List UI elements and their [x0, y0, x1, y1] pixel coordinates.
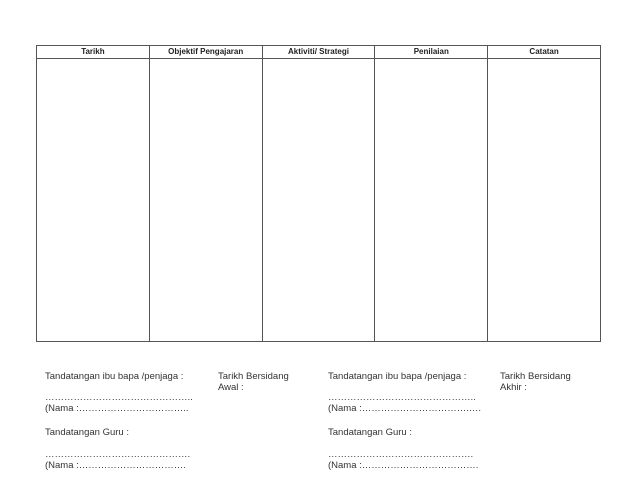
left-parent-signature-line[interactable]: ……………………………………….. [45, 392, 193, 403]
right-parent-signature-label: Tandatangan ibu bapa /penjaga : [328, 371, 467, 382]
left-teacher-signature-line[interactable]: ………………………………………. [45, 449, 191, 460]
header-tarikh: Tarikh [37, 46, 150, 59]
header-catatan: Catatan [488, 46, 601, 59]
cell-tarikh[interactable] [37, 59, 150, 342]
cell-objektif-pengajaran[interactable] [149, 59, 262, 342]
right-teacher-name-field[interactable]: (Nama :………………………………. [328, 460, 479, 471]
meeting-end-date-label: Tarikh Bersidang Akhir : [500, 371, 571, 393]
header-penilaian: Penilaian [375, 46, 488, 59]
cell-aktiviti-strategi[interactable] [262, 59, 375, 342]
left-parent-name-field[interactable]: (Nama :…………………………….. [45, 403, 189, 414]
table-header-row [37, 46, 601, 59]
header-aktiviti-strategi: Aktiviti/ Strategi [262, 46, 375, 59]
right-parent-signature-line[interactable]: ……………………………………….. [328, 392, 476, 403]
cell-penilaian[interactable] [375, 59, 488, 342]
meeting-start-date-label: Tarikh Bersidang Awal : [218, 371, 289, 393]
right-parent-name-field[interactable]: (Nama :…………………………….…. [328, 403, 482, 414]
right-teacher-signature-line[interactable]: ………………………………………. [328, 449, 474, 460]
left-parent-signature-label: Tandatangan ibu bapa /penjaga : [45, 371, 184, 382]
table-row [37, 59, 601, 342]
left-teacher-signature-label: Tandatangan Guru : [45, 427, 129, 438]
right-teacher-signature-label: Tandatangan Guru : [328, 427, 412, 438]
cell-catatan[interactable] [488, 59, 601, 342]
left-teacher-name-field[interactable]: (Nama :……………………………. [45, 460, 186, 471]
header-objektif-pengajaran: Objektif Pengajaran [149, 46, 262, 59]
lesson-plan-table [36, 45, 601, 342]
